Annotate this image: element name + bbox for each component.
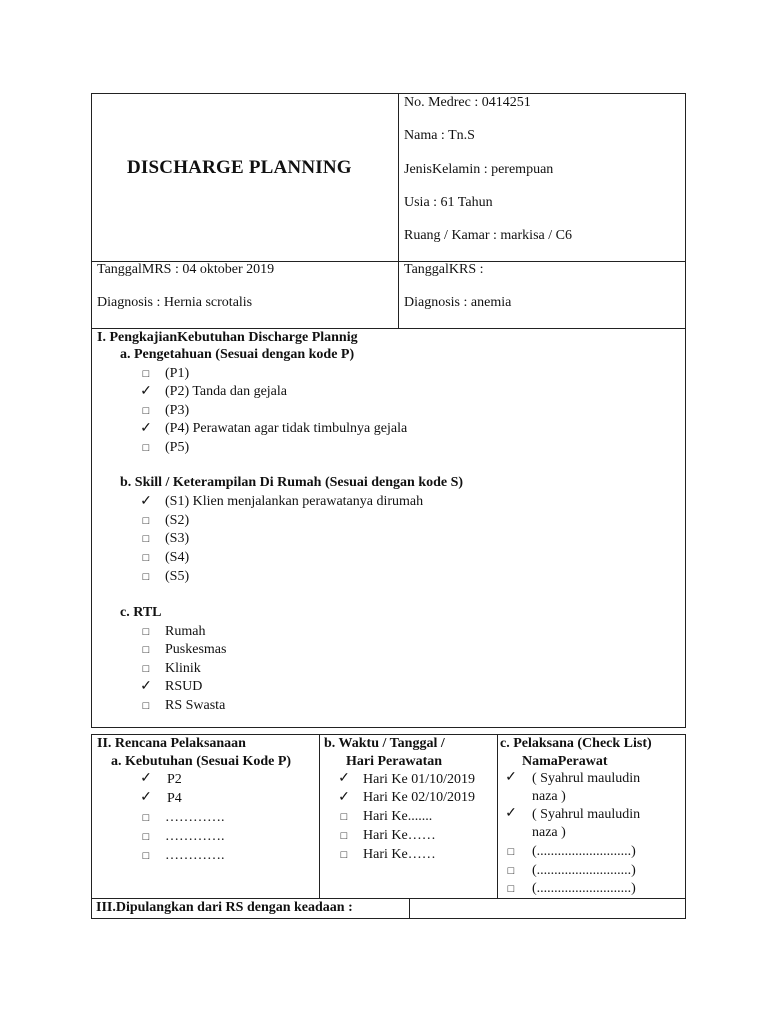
checkbox-s4[interactable]: □ (142, 552, 150, 564)
section-1b-title: b. Skill / Keterampilan Di Rumah (Sesuai dengan kode S) (120, 475, 464, 490)
checkbox-s3[interactable]: □ (142, 533, 150, 545)
checklist-item-label: …………. (165, 810, 225, 825)
checkbox-p4[interactable]: ✓ (140, 421, 152, 436)
checklist-item-label: Rumah (165, 624, 206, 639)
checkbox-nurse-5[interactable]: □ (507, 883, 515, 895)
checklist-item-label: (S2) (165, 513, 190, 528)
checkbox-day-1[interactable]: ✓ (338, 771, 350, 786)
checklist-item-label: (P2) Tanda dan gejala (165, 384, 287, 399)
checklist-item-label: (P1) (165, 366, 190, 381)
checkbox-klinik[interactable]: □ (142, 663, 150, 675)
checkbox-s1[interactable]: ✓ (140, 494, 152, 509)
checkbox-day-4[interactable]: □ (340, 830, 348, 842)
checklist-item-label: Hari Ke....... (363, 809, 433, 824)
checkbox-nurse-2[interactable]: ✓ (505, 806, 517, 821)
nurse-blank: (...........................) (532, 844, 636, 859)
nurse-name: ( Syahrul mauludin (532, 807, 641, 822)
checkbox-plan-p2[interactable]: ✓ (140, 771, 152, 786)
checklist-item-label: Hari Ke 02/10/2019 (363, 790, 475, 805)
checkbox-nurse-3[interactable]: □ (507, 846, 515, 858)
checkbox-p1[interactable]: □ (142, 368, 150, 380)
section-1a-title: a. Pengetahuan (Sesuai dengan kode P) (120, 347, 355, 362)
section-2-title: II. Rencana Pelaksanaan (97, 736, 246, 751)
checklist-item-label: P4 (167, 791, 182, 806)
patient-name: Nama : Tn.S (404, 128, 475, 143)
tanggal-krs: TanggalKRS : (404, 262, 484, 277)
checkbox-rumah[interactable]: □ (142, 626, 150, 638)
checklist-item-label: (S5) (165, 569, 190, 584)
patient-room: Ruang / Kamar : markisa / C6 (404, 228, 572, 243)
checkbox-s5[interactable]: □ (142, 571, 150, 583)
checkbox-nurse-4[interactable]: □ (507, 865, 515, 877)
checklist-item-label: P2 (167, 772, 182, 787)
checkbox-plan-empty[interactable]: □ (142, 831, 150, 843)
checkbox-p5[interactable]: □ (142, 442, 150, 454)
checklist-item-label: …………. (165, 829, 225, 844)
checkbox-plan-p4[interactable]: ✓ (140, 790, 152, 805)
checkbox-nurse-1[interactable]: ✓ (505, 770, 517, 785)
checkbox-plan-empty[interactable]: □ (142, 812, 150, 824)
checkbox-rs-swasta[interactable]: □ (142, 700, 150, 712)
nurse-blank: (...........................) (532, 881, 636, 896)
section-1-title: I. PengkajianKebutuhan Discharge Plannig (97, 330, 358, 345)
checklist-item-label: (S4) (165, 550, 190, 565)
checkbox-day-2[interactable]: ✓ (338, 790, 350, 805)
section-2b-title: b. Waktu / Tanggal / (324, 736, 445, 751)
checkbox-day-5[interactable]: □ (340, 849, 348, 861)
checklist-item-label: RSUD (165, 679, 203, 694)
section-3-value-cell[interactable] (409, 898, 686, 919)
checklist-item-label: (P4) Perawatan agar tidak timbulnya gejala (165, 421, 408, 436)
checkbox-puskesmas[interactable]: □ (142, 644, 150, 656)
patient-gender: JenisKelamin : perempuan (404, 162, 554, 177)
diagnosis-krs: Diagnosis : anemia (404, 295, 512, 310)
checkbox-rsud[interactable]: ✓ (140, 679, 152, 694)
checklist-item-label: Hari Ke…… (363, 847, 436, 862)
checklist-item-label: Hari Ke 01/10/2019 (363, 772, 475, 787)
nurse-name-cont: naza ) (532, 789, 566, 804)
tanggal-mrs: TanggalMRS : 04 oktober 2019 (97, 262, 275, 277)
section-3-title: III.Dipulangkan dari RS dengan keadaan : (96, 900, 353, 915)
patient-age: Usia : 61 Tahun (404, 195, 493, 210)
checklist-item-label: Puskesmas (165, 642, 227, 657)
nurse-blank: (...........................) (532, 863, 636, 878)
checklist-item-label: …………. (165, 848, 225, 863)
section-2b-subtitle: Hari Perawatan (346, 754, 443, 769)
checklist-item-label: Hari Ke…… (363, 828, 436, 843)
section-1c-title: c. RTL (120, 605, 162, 620)
nurse-name: ( Syahrul mauludin (532, 771, 641, 786)
no-medrec: No. Medrec : 0414251 (404, 95, 531, 110)
section-2a-title: a. Kebutuhan (Sesuai Kode P) (111, 754, 292, 769)
checklist-item-label: Klinik (165, 661, 201, 676)
checklist-item-label: (P5) (165, 440, 190, 455)
checklist-item-label: RS Swasta (165, 698, 226, 713)
checklist-item-label: (S3) (165, 531, 190, 546)
section-2c-subtitle: NamaPerawat (522, 754, 608, 769)
section-2c-title: c. Pelaksana (Check List) (500, 736, 652, 751)
checkbox-plan-empty[interactable]: □ (142, 850, 150, 862)
diagnosis-mrs: Diagnosis : Hernia scrotalis (97, 295, 253, 310)
checklist-item-label: (S1) Klien menjalankan perawatanya dirumah (165, 494, 424, 509)
checkbox-day-3[interactable]: □ (340, 811, 348, 823)
page-title: DISCHARGE PLANNING (127, 157, 352, 178)
nurse-name-cont: naza ) (532, 825, 566, 840)
checkbox-p2[interactable]: ✓ (140, 384, 152, 399)
checkbox-p3[interactable]: □ (142, 405, 150, 417)
checkbox-s2[interactable]: □ (142, 515, 150, 527)
checklist-item-label: (P3) (165, 403, 190, 418)
